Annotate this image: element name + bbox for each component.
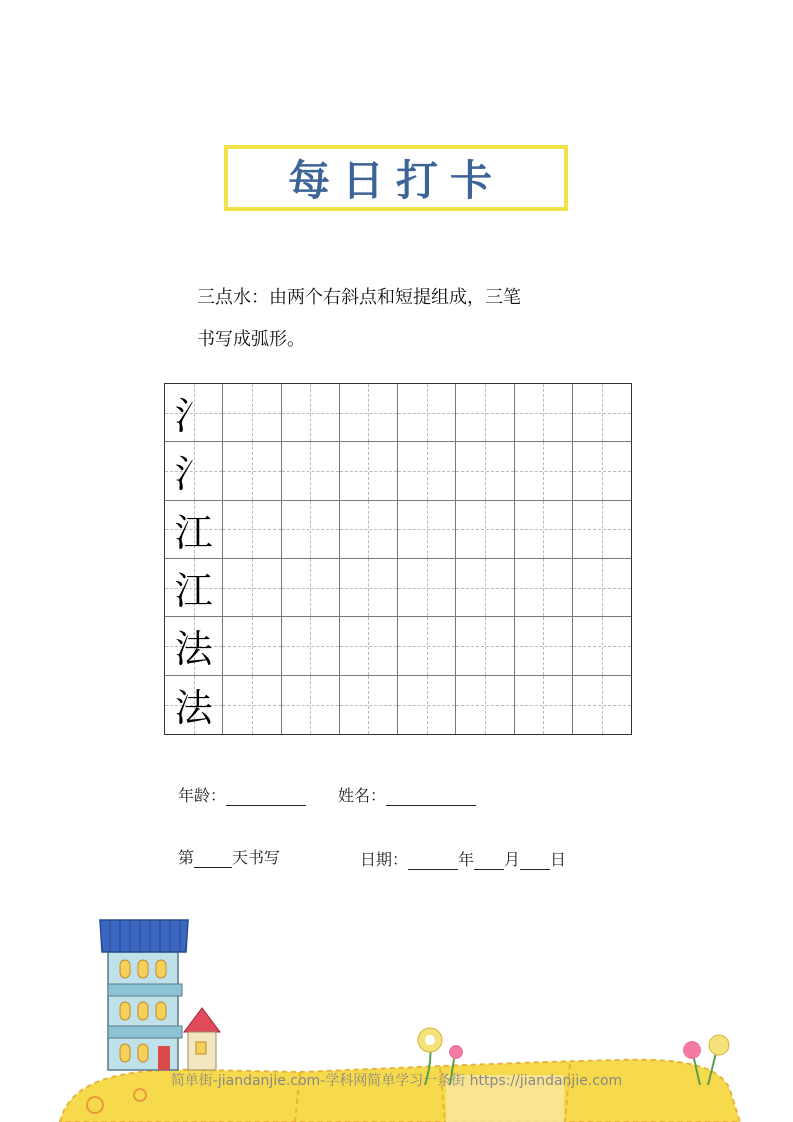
grid-cell [456,384,514,442]
year-blank[interactable] [408,851,458,870]
grid-cell [515,501,573,559]
grid-cell [515,676,573,734]
grid-cell [456,501,514,559]
day-count-field [178,845,280,868]
page-title: 每日打卡 [287,156,504,205]
grid-cell [282,384,340,442]
month-label: 月 [504,850,521,869]
name-field [338,783,476,806]
example-character: 法 [174,686,213,731]
example-character: 法 [174,627,213,672]
grid-cell [398,384,456,442]
grid-cell [165,501,223,559]
grid-cell [456,676,514,734]
grid-cell [573,559,631,617]
grid-cell [340,676,398,734]
day-suffix: 天书写 [232,848,281,867]
grid-cell [165,559,223,617]
grid-cell [515,442,573,500]
name-blank[interactable] [386,787,476,806]
grid-cell [573,442,631,500]
example-character: 江 [174,510,213,555]
grid-cell [456,617,514,675]
age-label: 年龄： [178,786,227,805]
example-character: 氵 [174,452,213,497]
grid-cell [165,384,223,442]
grid-cell [223,501,281,559]
example-character: 氵 [174,394,213,439]
grid-cell [398,617,456,675]
grid-cell [515,384,573,442]
grid-cell [165,676,223,734]
grid-cell [165,617,223,675]
grid-cell [282,559,340,617]
grid-cell [573,384,631,442]
grid-cell [340,442,398,500]
title-banner [224,145,568,211]
date-label: 日期： [360,850,409,869]
age-blank[interactable] [226,787,306,806]
day-count-blank[interactable] [194,849,232,868]
age-field [178,783,306,806]
day-label: 日 [550,850,567,869]
grid-cell [340,617,398,675]
grid-cell [165,442,223,500]
grid-cell [398,442,456,500]
grid-cell [282,617,340,675]
grid-cell [573,617,631,675]
name-label: 姓名： [338,786,387,805]
grid-cell [515,559,573,617]
grid-cell [456,442,514,500]
writing-grid [164,383,632,735]
grid-cell [340,559,398,617]
grid-cell [340,384,398,442]
month-blank[interactable] [474,851,504,870]
grid-cell [223,559,281,617]
grid-cell [573,676,631,734]
grid-cell [282,676,340,734]
grid-cell [223,676,281,734]
description-line-2: 书写成弧形。 [197,329,305,350]
grid-cell [223,442,281,500]
description-line-1: 三点水：由两个右斜点和短提组成，三笔 [197,287,521,308]
grid-cell [573,501,631,559]
grid-cell [398,501,456,559]
grid-cell [223,617,281,675]
grid-cell [398,559,456,617]
grid-cell [282,501,340,559]
grid-cell [282,442,340,500]
day-blank[interactable] [520,851,550,870]
day-prefix: 第 [178,848,195,867]
grid-cell [340,501,398,559]
grid-cell [515,617,573,675]
grid-cell [398,676,456,734]
date-field [360,847,566,870]
watermark-text: 简单街-jiandanjie.com-学科网简单学习一条街 https://jiandanjie.com [170,1073,623,1089]
year-label: 年 [458,850,475,869]
grid-cell [456,559,514,617]
example-character: 江 [174,569,213,614]
grid-cell [223,384,281,442]
